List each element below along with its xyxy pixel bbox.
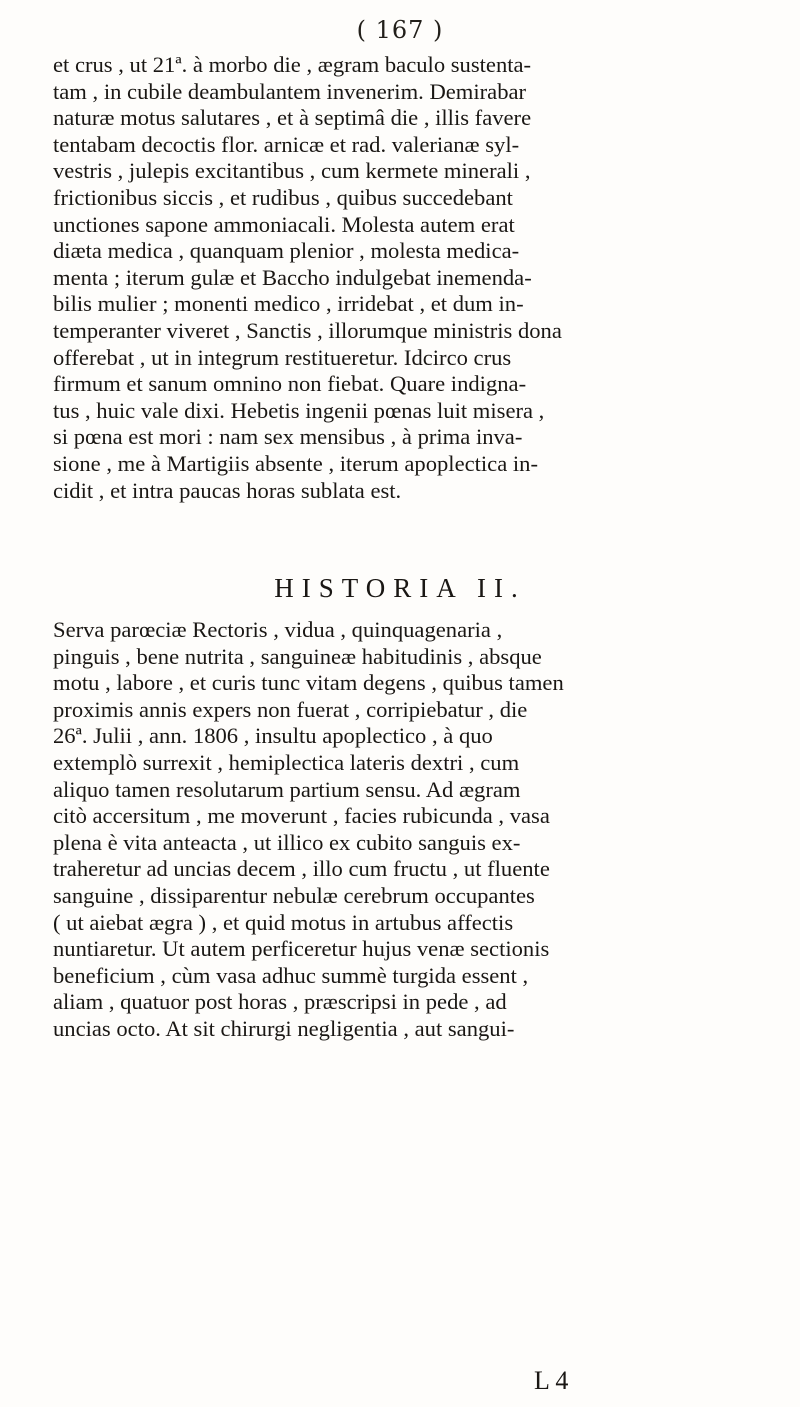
text-line: et crus , ut 21ª. à morbo die , ægram baculo sustenta-	[53, 52, 532, 77]
text-line: ( ut aiebat ægra ) , et quid motus in artubus affectis	[53, 909, 514, 935]
text-line: diæta medica , quanquam plenior , molesta medica-	[53, 238, 520, 264]
text-line: si pœna est mori : nam sex mensibus , à prima inva-	[53, 424, 523, 450]
text-line: temperanter viveret , Sanctis , illorumque ministris dona	[53, 317, 562, 343]
text-line: tentabam decoctis flor. arnicæ et rad. valerianæ syl-	[53, 131, 520, 157]
text-line: sanguine , dissiparentur nebulæ cerebrum occupantes	[53, 882, 535, 908]
text-line: sione , me à Martigiis absente , iterum apoplectica in-	[53, 450, 538, 476]
text-line: pinguis , bene nutrita , sanguineæ habitudinis , absque	[53, 643, 542, 669]
text-line: offerebat , ut in integrum restitueretur. Idcirco crus	[53, 344, 512, 370]
section-heading: HISTORIA II.	[274, 573, 526, 603]
text-line: menta ; iterum gulæ et Baccho indulgebat inemenda-	[53, 264, 532, 290]
text-line: plena è vita anteacta , ut illico ex cubito sanguis ex-	[53, 829, 521, 855]
text-line: nuntiaretur. Ut autem perficeretur hujus venæ sectionis	[53, 936, 550, 962]
text-line: bilis mulier ; monenti medico , irridebat , et dum in-	[53, 291, 524, 317]
text-line: 26ª. Julii , ann. 1806 , insultu apoplectico , à quo	[53, 723, 493, 749]
text-line: vestris , julepis excitantibus , cum kermete minerali ,	[53, 158, 531, 184]
signature-mark: L 4	[534, 1366, 569, 1395]
text-line: unctiones sapone ammoniacali. Molesta autem erat	[53, 211, 515, 237]
paragraph-historia-i-end	[53, 52, 753, 504]
text-line: beneficium , cùm vasa adhuc summè turgida essent ,	[53, 962, 529, 988]
text-line: aliam , quatuor post horas , præscripsi in pede , ad	[53, 989, 507, 1015]
paragraph-historia-ii	[53, 617, 753, 1043]
text-line: uncias octo. At sit chirurgi negligentia , aut sangui-	[53, 1015, 515, 1041]
text-line: firmum et sanum omnino non fiebat. Quare indigna-	[53, 371, 527, 397]
text-line: extemplò surrexit , hemiplectica lateris dextri , cum	[53, 749, 520, 775]
text-line: Serva parœciæ Rectoris , vidua , quinquagenaria ,	[53, 617, 503, 642]
text-line: frictionibus siccis , et rudibus , quibus succedebant	[53, 184, 513, 210]
text-line: motu , labore , et curis tunc vitam degens , quibus tamen	[53, 670, 564, 696]
text-line: cidit , et intra paucas horas sublata est.	[53, 477, 402, 503]
text-line: proximis annis expers non fuerat , corripiebatur , die	[53, 696, 528, 722]
text-line: tam , in cubile deambulantem invenerim. Demirabar	[53, 78, 527, 104]
page-number: ( 167 )	[356, 16, 444, 44]
text-line: naturæ motus salutares , et à septimâ die , illis favere	[53, 105, 532, 131]
text-line: citò accersitum , me moverunt , facies rubicunda , vasa	[53, 803, 550, 829]
text-line: aliquo tamen resolutarum partium sensu. Ad ægram	[53, 776, 521, 802]
text-line: traheretur ad uncias decem , illo cum fructu , ut fluente	[53, 856, 550, 882]
text-line: tus , huic vale dixi. Hebetis ingenii pœnas luit misera ,	[53, 397, 545, 423]
